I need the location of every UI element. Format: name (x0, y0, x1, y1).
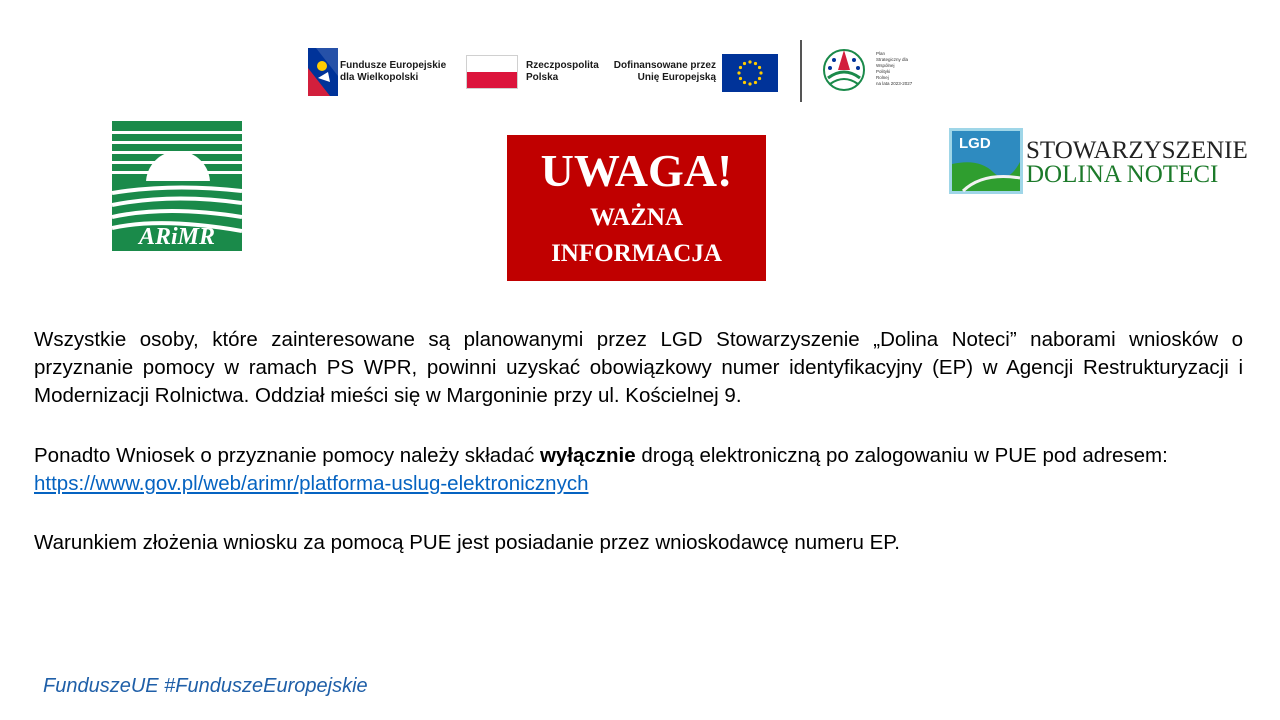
plan-strategiczny-logo (820, 44, 930, 96)
polish-flag-icon (466, 55, 518, 89)
plan-line4: Polityki (876, 69, 891, 74)
lgd-name-line1: STOWARZYSZENIE (1026, 137, 1248, 164)
p2-text-before: Ponadto Wniosek o przyznanie pomocy należy składać (34, 444, 540, 467)
info-paragraph-1: Wszystkie osoby, które zainteresowane są planowanymi przez LGD Stowarzyszenie „Dolina Noteci” naborami wniosków o przyznanie pomocy w ramach PS WPR, powinni uzyskać obowiązkowy numer identyfikacyjny (EP) w Agencji Restrukturyzacji i Modernizacji Rolnictwa. Oddział mieści się w Margoninie przy ul. Kościelnej 9. (34, 328, 1243, 407)
plan-line5: Rolnej (876, 75, 889, 80)
pl-line1: Rzeczpospolita (526, 60, 599, 71)
eu-star-icon (739, 66, 742, 69)
cofin-line2: Unię Europejską (637, 72, 716, 83)
eu-star-icon (743, 81, 746, 84)
pue-platform-link[interactable]: https://www.gov.pl/web/arimr/platforma-uslug-elektronicznych (34, 472, 589, 495)
eu-star-icon (737, 71, 740, 74)
cofinanced-text (606, 60, 716, 84)
important-notice-box (507, 135, 766, 281)
eu-flag-icon (722, 54, 778, 92)
fundusze-europejskie-logo (308, 48, 458, 96)
eu-star-icon (748, 60, 751, 63)
fe-line2: dla Wielkopolski (340, 72, 419, 83)
eu-star-icon (758, 77, 761, 80)
notice-line2: WAŻNA (589, 204, 684, 231)
rzeczpospolita-text (526, 60, 599, 84)
fe-logo-text (340, 60, 446, 84)
plan-line1: Plan (876, 51, 886, 56)
arimr-logo (112, 121, 242, 251)
eu-star-icon (743, 62, 746, 65)
lgd-badge: LGD (959, 135, 991, 152)
pl-line2: Polska (526, 72, 559, 83)
eu-star-icon (758, 66, 761, 69)
logo-strip-divider (800, 40, 802, 102)
plan-emblem-icon (824, 50, 864, 90)
footer-hashtags: FunduszeUE #FunduszeEuropejskie (43, 675, 368, 697)
eu-star-icon (759, 71, 762, 74)
eu-star-icon (754, 81, 757, 84)
arimr-label: ARiMR (138, 224, 216, 250)
plan-line2: Strategiczny dla (876, 57, 909, 62)
info-paragraph-2 (34, 442, 1254, 498)
notice-line3: INFORMACJA (551, 240, 722, 267)
eu-star-icon (748, 82, 751, 85)
p2-emphasis: wyłącznie (539, 444, 636, 467)
lgd-emblem-icon (949, 128, 1023, 194)
eu-star-icon (754, 62, 757, 65)
fe-line1: Fundusze Europejskie (340, 60, 447, 71)
fe-emblem-icon (308, 48, 340, 96)
plan-line3: Wspólnej (876, 63, 895, 68)
lgd-name-line2: DOLINA NOTECI (1026, 161, 1219, 188)
plan-line6: na lata 2023-2027 (876, 81, 913, 86)
p2-text-after: drogą elektroniczną po zalogowaniu w PUE pod adresem: (635, 444, 1168, 467)
eu-star-icon (739, 77, 742, 80)
cofin-line1: Dofinansowane przez (613, 60, 716, 71)
notice-title: UWAGA! (540, 145, 733, 196)
info-paragraph-3: Warunkiem złożenia wniosku za pomocą PUE jest posiadanie przez wnioskodawcę numeru EP. (34, 531, 900, 554)
